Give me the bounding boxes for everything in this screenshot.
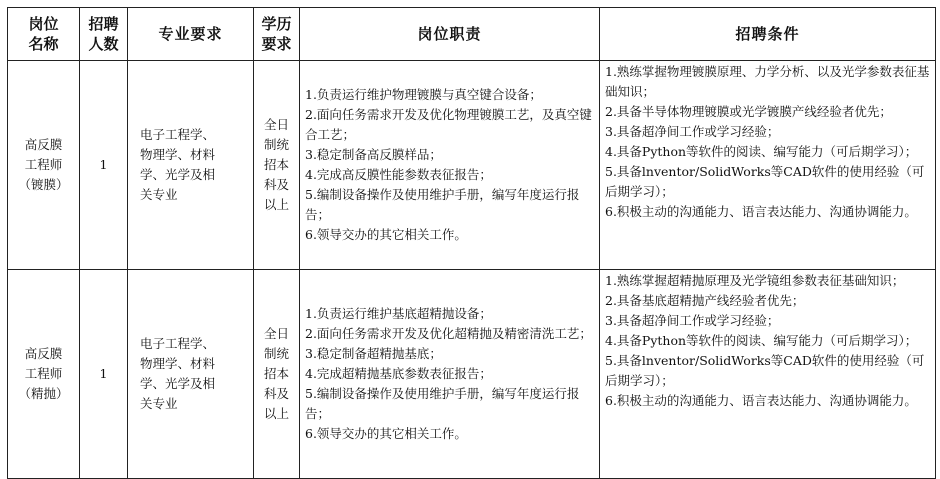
duty-item: 5.编制设备操作及使用维护手册，编写年度运行报告； (305, 386, 580, 421)
header-major: 专业要求 (128, 8, 254, 61)
requirement-item: 5.具备lnventor/SolidWorks等CAD软件的使用经验（可后期学习）； (605, 164, 925, 199)
requirements-cell (600, 61, 936, 270)
recruitment-table (7, 7, 936, 479)
major-cell: 电子工程学、 物理学、材料 学、光学及相 关专业 (128, 270, 254, 479)
requirement-item: 3.具备超净间工作或学习经验； (605, 124, 780, 139)
requirement-item: 3.具备超净间工作或学习经验； (605, 313, 780, 328)
duties-cell (300, 270, 600, 479)
header-row (8, 8, 936, 61)
major-cell: 电子工程学、 物理学、材料 学、光学及相 关专业 (128, 61, 254, 270)
requirement-item: 2.具备基底超精抛产线经验者优先； (605, 293, 805, 308)
duty-item: 2.面向任务需求开发及优化物理镀膜工艺，及真空键合工艺； (305, 107, 592, 142)
recruitment-table-wrapper (7, 7, 936, 479)
duties-cell (300, 61, 600, 270)
duty-item: 4.完成高反膜性能参数表征报告； (305, 167, 492, 182)
requirement-item: 4.具备Python等软件的阅读、编写能力（可后期学习）； (605, 333, 918, 348)
duty-item: 2.面向任务需求开发及优化超精抛及精密清洗工艺； (305, 326, 592, 341)
duty-item: 6.领导交办的其它相关工作。 (305, 227, 467, 242)
education-cell: 全日 制统 招本 科及 以上 (254, 61, 300, 270)
duty-item: 4.完成超精抛基底参数表征报告； (305, 366, 492, 381)
duty-item: 1.负责运行维护物理镀膜与真空键合设备； (305, 87, 542, 102)
position-name-cell: 高反膜 工程师 （精抛） (8, 270, 80, 479)
duty-item: 3.稳定制备超精抛基底； (305, 346, 442, 361)
table-row (8, 61, 936, 270)
duty-item: 6.领导交办的其它相关工作。 (305, 426, 467, 441)
header-requirements: 招聘条件 (600, 8, 936, 61)
requirement-item: 4.具备Python等软件的阅读、编写能力（可后期学习）； (605, 144, 918, 159)
header-headcount: 招聘 人数 (80, 8, 128, 61)
headcount-cell: 1 (80, 61, 128, 270)
requirement-item: 6.积极主动的沟通能力、语言表达能力、沟通协调能力。 (605, 393, 917, 408)
duty-item: 5.编制设备操作及使用维护手册，编写年度运行报告； (305, 187, 580, 222)
requirement-item: 5.具备lnventor/SolidWorks等CAD软件的使用经验（可后期学习）； (605, 353, 925, 388)
requirement-item: 1.熟练掌握物理镀膜原理、力学分析、以及光学参数表征基础知识； (605, 64, 930, 99)
headcount-cell: 1 (80, 270, 128, 479)
header-position-name: 岗位 名称 (8, 8, 80, 61)
requirement-item: 1.熟练掌握超精抛原理及光学镜组参数表征基础知识； (605, 273, 905, 288)
header-duties: 岗位职责 (300, 8, 600, 61)
header-education: 学历 要求 (254, 8, 300, 61)
education-cell: 全日 制统 招本 科及 以上 (254, 270, 300, 479)
requirements-cell (600, 270, 936, 479)
table-row (8, 270, 936, 479)
requirement-item: 6.积极主动的沟通能力、语言表达能力、沟通协调能力。 (605, 204, 917, 219)
duty-item: 1.负责运行维护基底超精抛设备； (305, 306, 492, 321)
requirement-item: 2.具备半导体物理镀膜或光学镀膜产线经验者优先； (605, 104, 892, 119)
position-name-cell: 高反膜 工程师 （镀膜） (8, 61, 80, 270)
duty-item: 3.稳定制备高反膜样品； (305, 147, 442, 162)
